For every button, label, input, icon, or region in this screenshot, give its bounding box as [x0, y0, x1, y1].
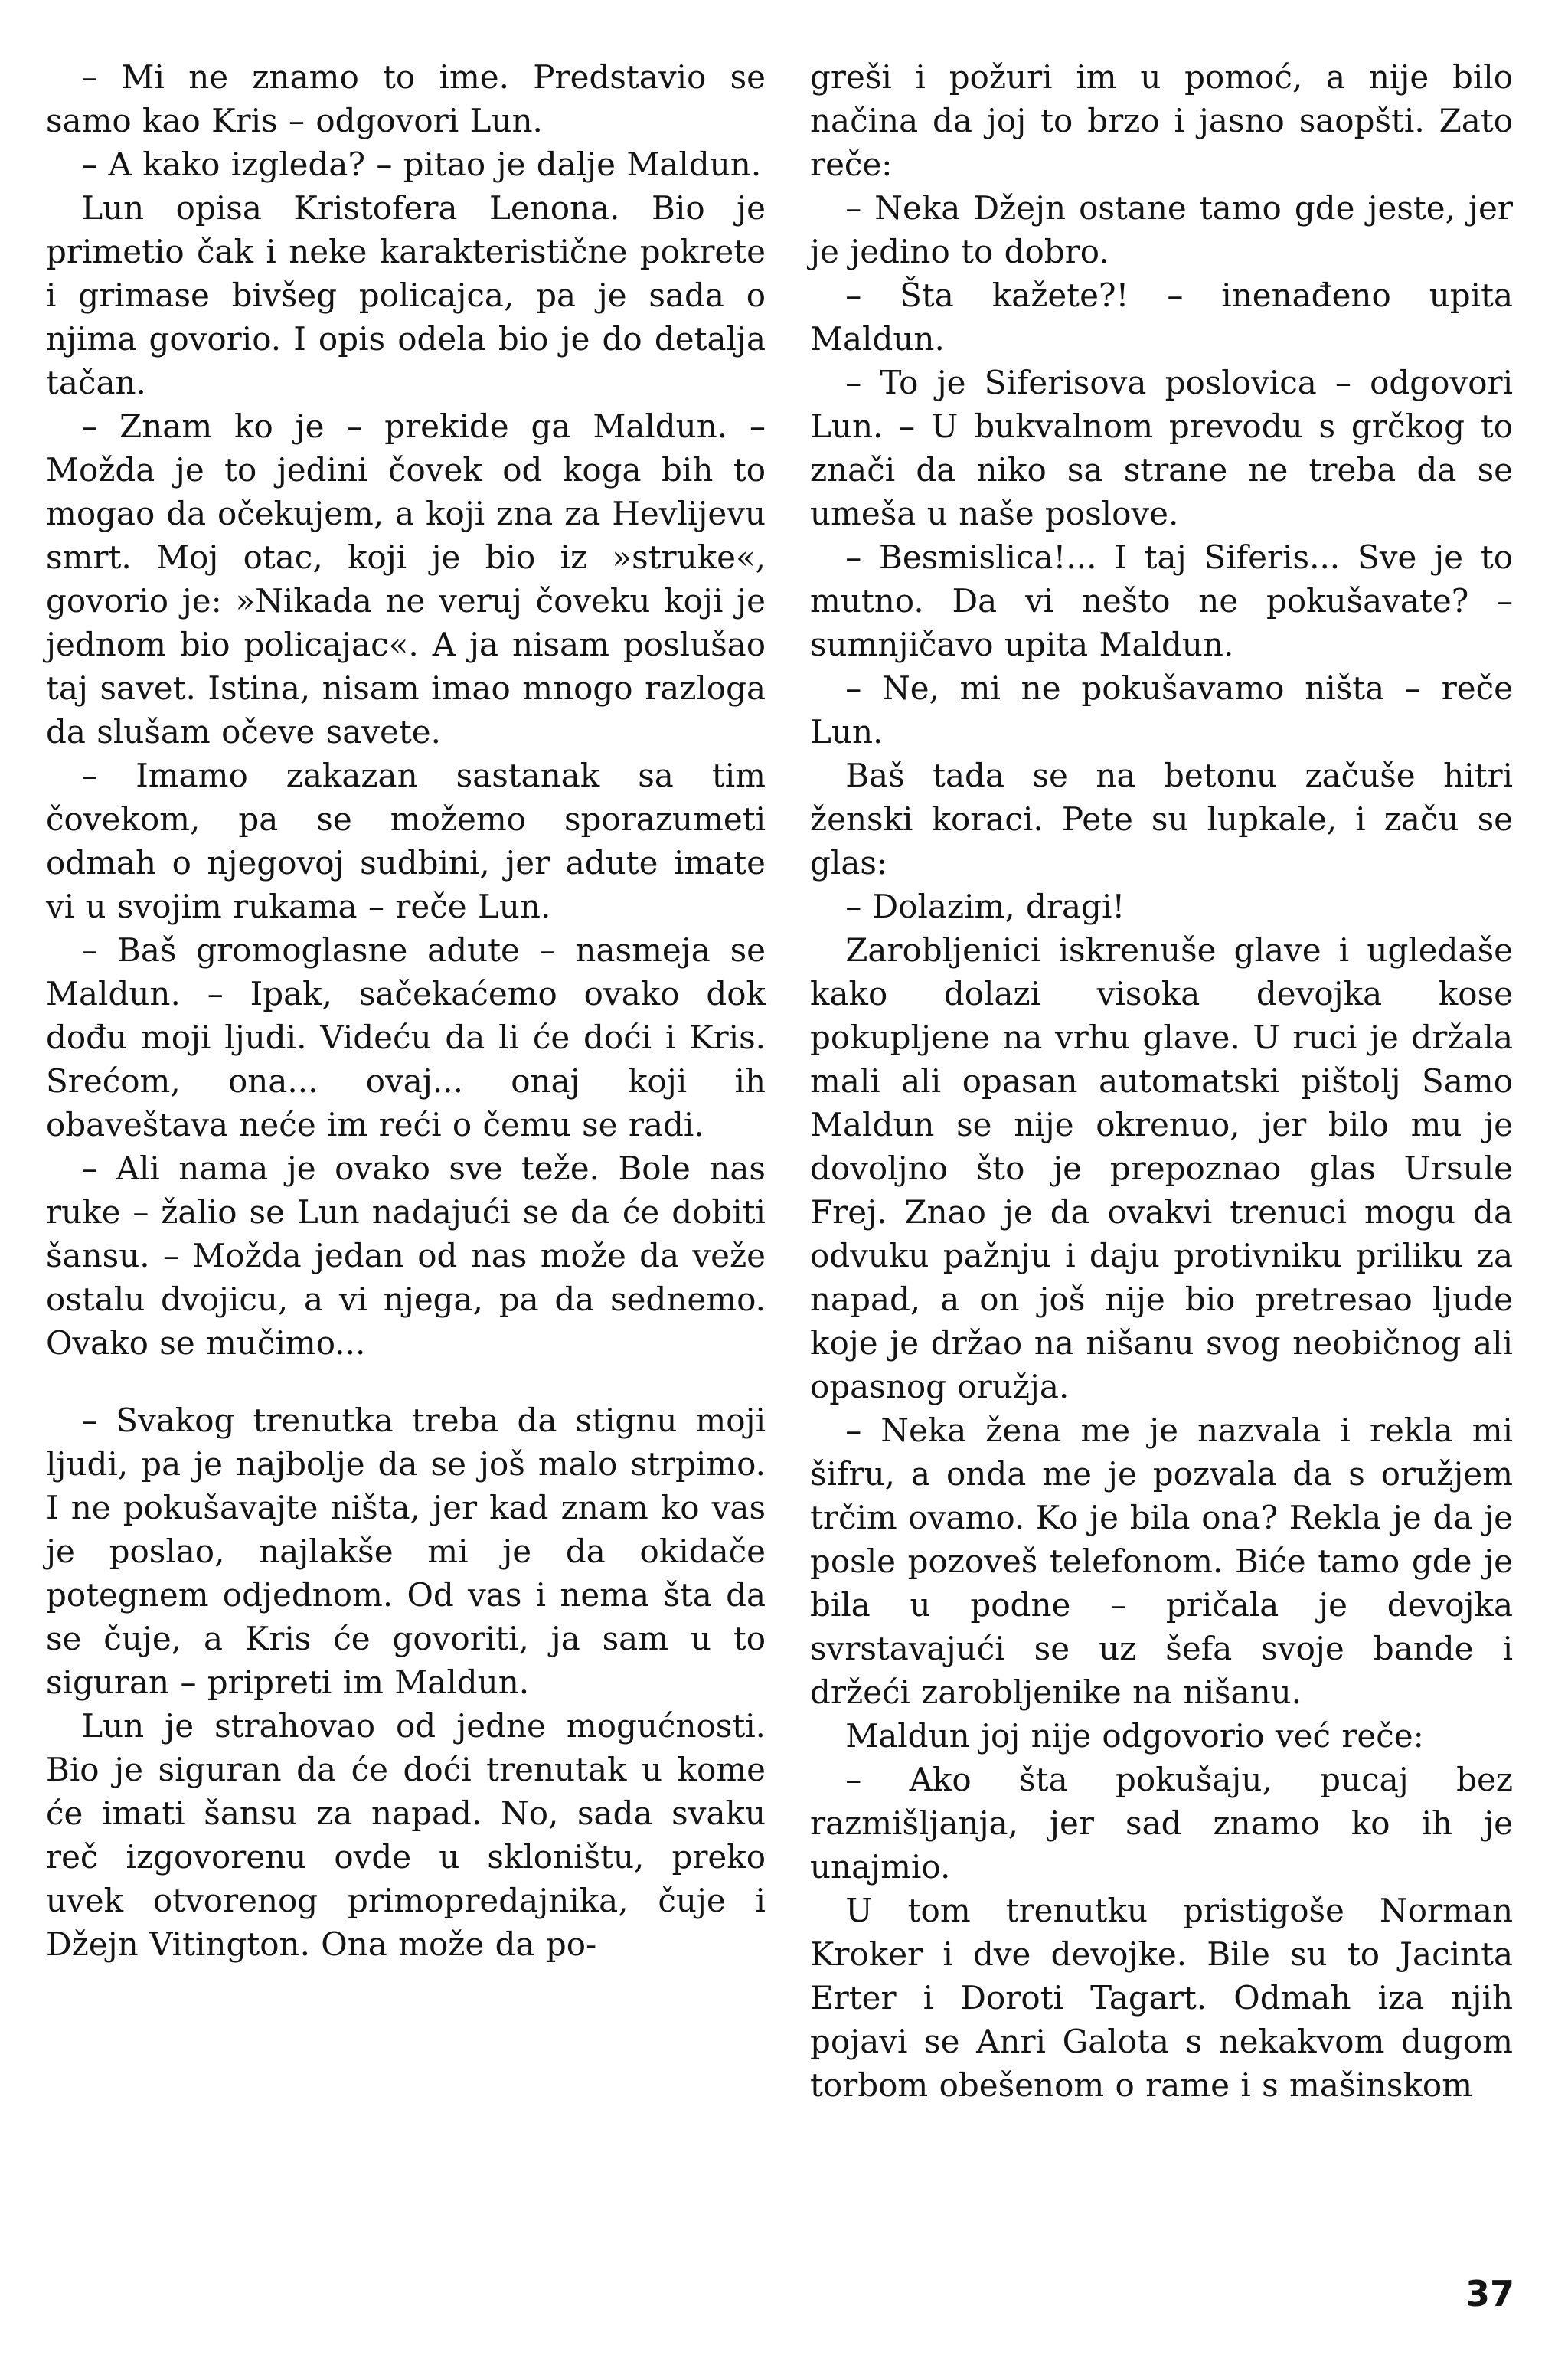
paragraph: Zarobljenici iskrenuše glave i ugledaše kako dolazi visoka devojka kose pokupljene na vrhu glave. U ruci je držala mali ali opasan automatski pištolj Samo Maldun se nije okrenuo, jer bilo mu je dovoljno što je prepoznao glas Ursule Frej. Znao je da ovakvi trenuci mogu da odvuku pažnju i daju protivniku priliku za napad, a on još nije bio pretresao ljude koje je držao na nišanu svog neobičnog ali opasnog oružja. [810, 931, 1513, 1405]
paragraph: – Mi ne znamo to ime. Predstavio se samo kao Kris – odgovori Lun. [46, 58, 766, 139]
paragraph: – Besmislica!... I taj Siferis... Sve je to mutno. Da vi nešto ne pokušavate? – sumnjičavo upita Maldun. [810, 538, 1513, 663]
paragraph: Baš tada se na betonu začuše hitri ženski koraci. Pete su lupkale, i začu se glas: [810, 757, 1513, 882]
paragraph: U tom trenutku pristigoše Norman Kroker i dve devojke. Bile su to Jacinta Erter i Doroti Tagart. Odmah iza njih pojavi se Anri Galota s nekakvom dugom torbom obešenom o rame i s mašinskom [810, 1892, 1513, 2104]
paragraph: Maldun joj nije odgovorio već reče: [845, 1717, 1424, 1755]
left-column [46, 55, 766, 1966]
paragraph: – Znam ko je – prekide ga Maldun. – Možda je to jedini čovek od koga bih to mogao da očekujem, a koji zna za Hevlijevu smrt. Moj otac, koji je bio iz »struke«, govorio je: »Nikada ne veruj čoveku koji je jednom bio policajac«. A ja nisam poslušao taj savet. Istina, nisam imao mnogo razloga da slušam očeve savete. [46, 407, 766, 751]
paragraph: – A kako izgleda? – pitao je dalje Maldun. [81, 146, 762, 183]
right-column [810, 55, 1513, 2107]
paragraph: – Ne, mi ne pokušavamo ništa – reče Lun. [810, 669, 1513, 751]
paragraph: – Baš gromoglasne adute – nasmeja se Maldun. – Ipak, sačekaćemo ovako dok dođu moji ljudi. Videću da li će doći i Kris. Srećom, ona... ovaj... onaj koji ih obaveštava neće im reći o čemu se radi. [46, 931, 766, 1143]
paragraph: – Svakog trenutka treba da stignu moji ljudi, pa je najbolje da se još malo strpimo. I ne pokušavajte ništa, jer kad znam ko vas je poslao, najlakše mi je da okidače potegnem odjednom. Od vas i nema šta da se čuje, a Kris će govoriti, ja sam u to siguran – pripreti im Maldun. [46, 1402, 766, 1701]
paragraph: – To je Siferisova poslovica – odgovori Lun. – U bukvalnom prevodu s grčkog to znači da niko sa strane ne treba da se umeša u naše poslove. [810, 364, 1513, 532]
paragraph: – Ako šta pokušaju, pucaj bez razmišljanja, jer sad znamo ko ih je unajmio. [810, 1761, 1513, 1886]
paragraph: – Ali nama je ovako sve teže. Bole nas ruke – žalio se Lun nadajući se da će dobiti šansu. – Možda jedan od nas može da veže ostalu dvojicu, a vi njega, pa da sednemo. Ovako se mučimo... [46, 1150, 766, 1362]
paragraph: – Šta kažete?! – inenađeno upita Maldun. [810, 276, 1513, 358]
paragraph: Lun je strahovao od jedne mogućnosti. Bio je siguran da će doći trenutak u kome će imati šansu za napad. No, sada svaku reč izgovorenu ovde u skloništu, preko uvek otvorenog primopredajnika, čuje i Džejn Vitington. Ona može da po- [46, 1707, 766, 1963]
paragraph: – Neka žena me je nazvala i rekla mi šifru, a onda me je pozvala da s oružjem trčim ovamo. Ko je bila ona? Rekla je da je posle pozoveš telefonom. Biće tamo gde je bila u podne – pričala je devojka svrstavajući se uz šefa svoje bande i držeći zarobljenike na nišanu. [810, 1411, 1513, 1711]
paragraph: Lun opisa Kristofera Lenona. Bio je primetio čak i neke karakteristične pokrete i grimase bivšeg policajca, pa je sada o njima govorio. I opis odela bio je do detalja tačan. [46, 189, 766, 401]
paragraph: – Dolazim, dragi! [845, 888, 1125, 925]
paragraph: greši i požuri im u pomoć, a nije bilo načina da joj to brzo i jasno saopšti. Zato reče: [810, 58, 1513, 183]
page-number: 37 [1465, 2273, 1514, 2314]
paragraph: – Neka Džejn ostane tamo gde jeste, jer je jedino to dobro. [810, 189, 1513, 270]
paragraph: – Imamo zakazan sastanak sa tim čovekom, pa se možemo sporazumeti odmah o njegovoj sudbini, jer adute imate vi u svojim rukama – reče Lun. [46, 757, 766, 925]
